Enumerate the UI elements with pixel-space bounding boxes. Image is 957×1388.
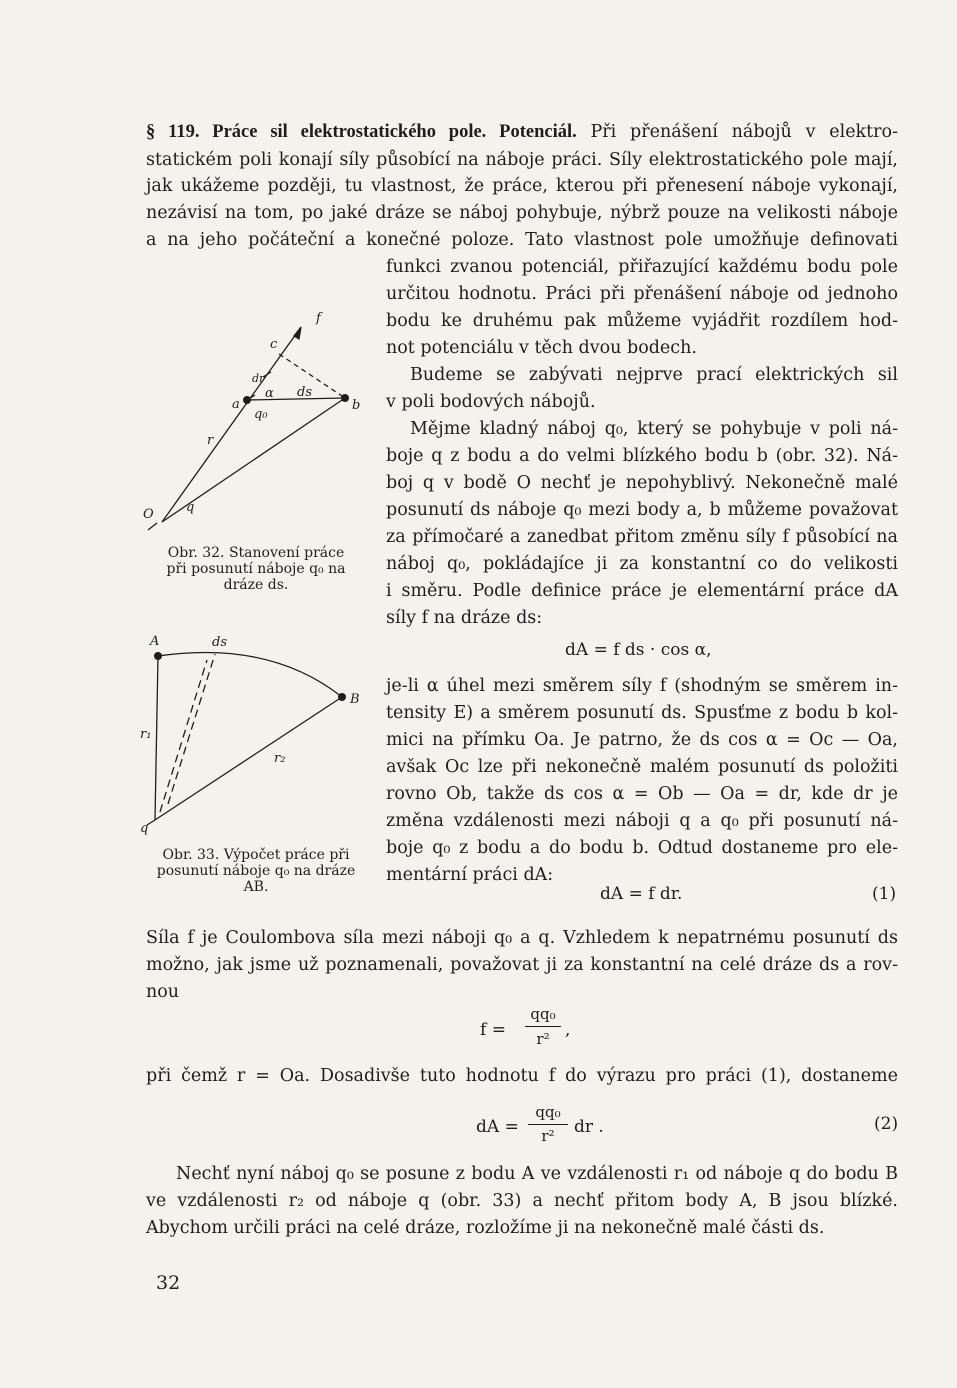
fig33-dashed-2 bbox=[160, 660, 207, 812]
text-line-r12: náboj q₀, pokládajíce ji za konstantní co do velikosti bbox=[386, 554, 898, 574]
heading-continuation: Při přenášení nábojů v elektro- bbox=[576, 122, 898, 142]
fig33-caption-line2: posunutí náboje q₀ na dráze bbox=[156, 863, 356, 879]
equation-da-cos: dA = f ds · cos α, bbox=[565, 640, 712, 660]
text-line-r9: boj q v bodě O nechť je nepohyblivý. Nekonečně malé bbox=[386, 473, 898, 493]
fig33-label-r2: r₂ bbox=[274, 751, 286, 766]
fig32-label-a: a bbox=[232, 397, 240, 412]
text-line-4: nezávisí na tom, po jaké dráze se náboj pohybuje, nýbrž pouze na velikosti náboje bbox=[146, 203, 898, 223]
text-line-r17: mici na přímku Oa. Je patrno, že ds cos α = Oc — Oa, bbox=[386, 730, 898, 750]
text-line-r21: boje q₀ z bodu a do bodu b. Odtud dostaneme pro ele- bbox=[386, 838, 898, 858]
fig32-caption-line1: Obr. 32. Stanovení práce bbox=[167, 545, 345, 561]
fig32-label-f: f bbox=[316, 311, 321, 326]
fig33-label-B: B bbox=[350, 692, 360, 707]
fig33-label-A: A bbox=[150, 634, 160, 649]
text-line-r18: avšak Oc lze při nekonečně malém posunutí ds položiti bbox=[386, 757, 898, 777]
fig32-label-q0: q₀ bbox=[254, 407, 268, 422]
section-heading: § 119. Práce sil elektrostatického pole. Potenciál. bbox=[146, 122, 577, 142]
text-line-10: Nechť nyní náboj q₀ se posune z bodu A ve vzdálenosti r₁ od náboje q do bodu B bbox=[176, 1164, 898, 1184]
fig33-caption-line3: AB. bbox=[243, 879, 269, 895]
fig32-label-q: q bbox=[186, 500, 195, 515]
equation-f-lhs: f = bbox=[480, 1020, 506, 1040]
text-line-r4: not potenciálu v těch dvou bodech. bbox=[386, 338, 697, 358]
fig32-caption-line3: dráze ds. bbox=[223, 577, 289, 593]
text-line-r13: i směru. Podle definice práce je elementární práce dA bbox=[386, 581, 898, 601]
equation-2-dr: dr . bbox=[574, 1117, 604, 1137]
fig33-line-r1 bbox=[155, 656, 158, 820]
fig33-dashed-1 bbox=[168, 654, 215, 804]
fig33-label-ds: ds bbox=[212, 635, 227, 650]
fig32-label-alpha: α bbox=[265, 386, 274, 401]
fig33-caption-line1: Obr. 33. Výpočet práce při bbox=[162, 847, 350, 863]
text-line-11: ve vzdálenosti r₂ od náboje q (obr. 33) a nechť přitom body A, B jsou blízké. bbox=[146, 1191, 898, 1211]
text-line-r3: bodu ke druhému pak můžeme vyjádřit rozdílem hod- bbox=[386, 311, 898, 331]
equation-2-numerator: qq₀ bbox=[535, 1103, 561, 1121]
equation-f-numerator: qq₀ bbox=[530, 1005, 556, 1023]
fig32-label-b: b bbox=[352, 398, 361, 413]
fig32-label-ds: ds bbox=[297, 385, 312, 400]
fig33-point-B bbox=[338, 693, 346, 701]
text-line-r11: za přímočaré a zanedbat přitom změnu síly f působící na bbox=[386, 527, 898, 547]
fig32-label-c: c bbox=[270, 337, 278, 352]
fig33-point-A bbox=[154, 652, 162, 660]
equation-number-2: (2) bbox=[874, 1114, 899, 1134]
text-line-r5: Budeme se zabývati nejprve prací elektrických sil bbox=[410, 365, 898, 385]
fig32-caption-line2: při posunutí náboje q₀ na bbox=[166, 561, 346, 577]
equation-2-denominator: r² bbox=[541, 1127, 555, 1145]
fig33-line-r2 bbox=[155, 697, 342, 820]
text-line-12: Abychom určili práci na celé dráze, rozložíme ji na nekonečně malé části ds. bbox=[146, 1218, 825, 1238]
text-line-5: a na jeho počáteční a konečné poloze. Tato vlastnost pole umožňuje definovati bbox=[146, 230, 898, 250]
text-line-9: při čemž r = Oa. Dosadivše tuto hodnotu f do výrazu pro práci (1), dostaneme bbox=[146, 1066, 898, 1086]
page-number: 32 bbox=[156, 1272, 181, 1294]
text-line-r8: boje q z bodu a do velmi blízkého bodu b (obr. 32). Ná- bbox=[386, 446, 898, 466]
equation-f-comma: , bbox=[565, 1020, 571, 1040]
fig33-path-ab bbox=[158, 652, 342, 697]
equation-1: dA = f dr. bbox=[600, 884, 683, 904]
text-line-6: Síla f je Coulombova síla mezi náboji q₀ a q. Vzhledem k nepatrnému posunutí ds bbox=[146, 928, 898, 948]
equation-number-1: (1) bbox=[872, 884, 897, 904]
text-line-2: statickém poli konají síly působící na náboje práci. Síly elektrostatického pole mají, bbox=[146, 150, 898, 170]
text-line-r22: mentární práci dA: bbox=[386, 865, 554, 885]
text-line-r15: je-li α úhel mezi směrem síly f (shodným se směrem in- bbox=[386, 676, 898, 696]
text-line-r14: síly f na dráze ds: bbox=[386, 608, 543, 628]
fig32-label-r: r bbox=[207, 433, 214, 448]
text-line-r1: funkci zvanou potenciál, přiřazující každému bodu pole bbox=[386, 257, 898, 277]
text-line-r10: posunutí ds náboje q₀ mezi body a, b můžeme považovat bbox=[386, 500, 898, 520]
fig33-label-q: q bbox=[140, 821, 149, 836]
text-line-r20: změna vzdálenosti mezi náboji q a q₀ při posunutí ná- bbox=[386, 811, 898, 831]
fig32-label-dr: dr bbox=[252, 372, 265, 385]
text-line-r7: Mějme kladný náboj q₀, který se pohybuje v poli ná- bbox=[410, 419, 898, 439]
text-line-r16: tensity E) a směrem posunutí ds. Spusťme z bodu b kol- bbox=[386, 703, 898, 723]
text-line-7: možno, jak jsme už poznamenali, považovat ji za konstantní na celé dráze ds a rov- bbox=[146, 955, 898, 975]
equation-2-lhs: dA = bbox=[476, 1117, 519, 1137]
text-line-3: jak ukážeme později, tu vlastnost, že práce, kterou při přenesení náboje vykonají, bbox=[146, 176, 898, 196]
equation-f-denominator: r² bbox=[536, 1030, 550, 1048]
text-line-8: nou bbox=[146, 982, 180, 1002]
fig33-label-r1: r₁ bbox=[140, 727, 152, 742]
text-line-r19: rovno Ob, takže ds cos α = Ob — Oa = dr, kde dr je bbox=[386, 784, 898, 804]
fig32-label-O: O bbox=[143, 507, 154, 522]
text-line-r6: v poli bodových nábojů. bbox=[386, 392, 596, 412]
text-line-r2: určitou hodnotu. Práci při přenášení náboje od jednoho bbox=[386, 284, 898, 304]
